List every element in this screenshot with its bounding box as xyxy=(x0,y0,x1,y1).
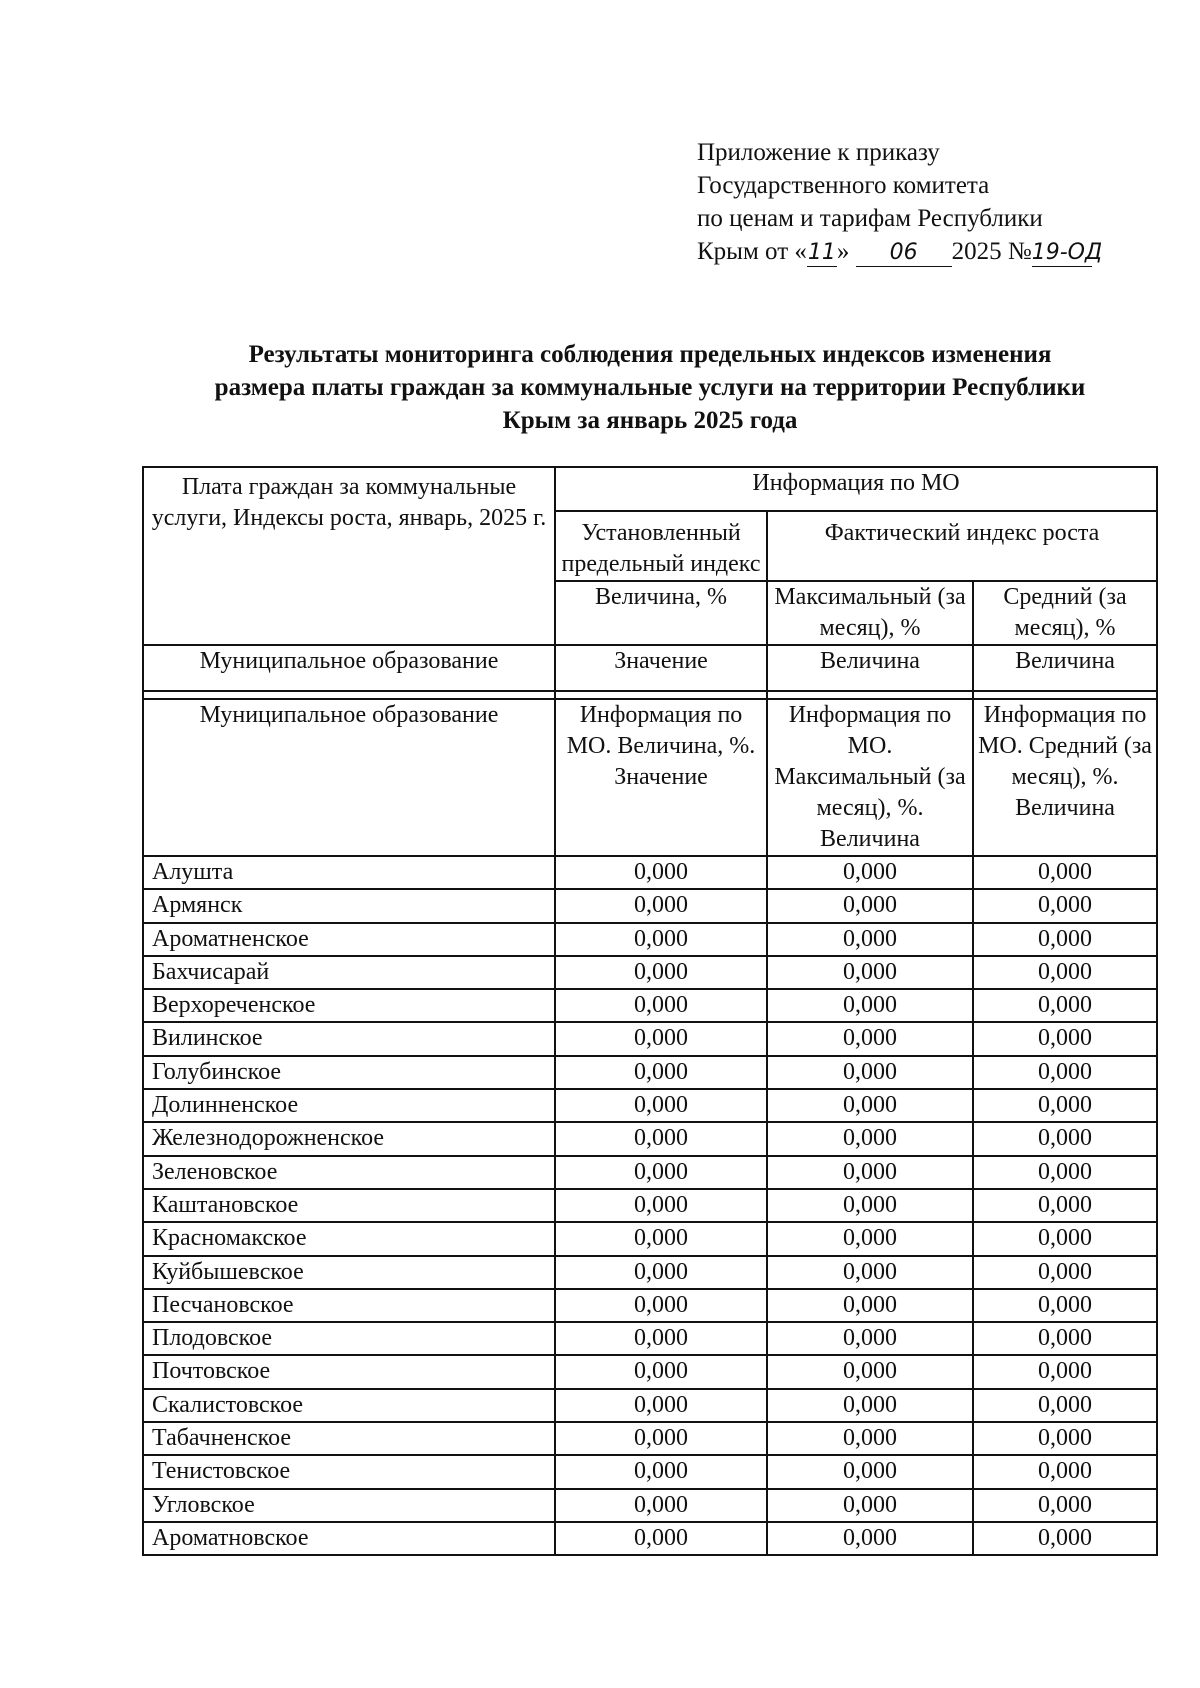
established-index-value: 0,000 xyxy=(555,1455,767,1488)
established-index-value: 0,000 xyxy=(555,856,767,889)
max-index-value: 0,000 xyxy=(767,1455,973,1488)
max-index-value: 0,000 xyxy=(767,989,973,1022)
table-row xyxy=(143,1022,1157,1055)
header-value-pct: Величина, % xyxy=(555,581,767,645)
title-line-3: Крым за январь 2025 года xyxy=(502,407,798,434)
avg-index-value: 0,000 xyxy=(973,1122,1157,1155)
table-row xyxy=(143,1089,1157,1122)
avg-index-value: 0,000 xyxy=(973,1022,1157,1055)
established-index-value: 0,000 xyxy=(555,956,767,989)
max-index-value: 0,000 xyxy=(767,1089,973,1122)
header-info-mo: Информация по МО xyxy=(555,467,1157,511)
header-row-1 xyxy=(143,467,1157,511)
avg-index-value: 0,000 xyxy=(973,1422,1157,1455)
monitoring-table xyxy=(142,466,1158,1556)
header-actual: Фактический индекс роста xyxy=(767,511,1157,581)
table-row xyxy=(143,956,1157,989)
avg-index-value: 0,000 xyxy=(973,1455,1157,1488)
established-index-value: 0,000 xyxy=(555,1389,767,1422)
avg-index-value: 0,000 xyxy=(973,956,1157,989)
header-row-4 xyxy=(143,645,1157,691)
header-main-left: Плата граждан за коммунальные услуги, Индексы роста, январь, 2025 г. xyxy=(143,467,555,645)
max-index-value: 0,000 xyxy=(767,1122,973,1155)
avg-index-value: 0,000 xyxy=(973,989,1157,1022)
established-index-value: 0,000 xyxy=(555,1222,767,1255)
header-velichina-1: Величина xyxy=(767,645,973,691)
established-index-value: 0,000 xyxy=(555,1489,767,1522)
established-index-value: 0,000 xyxy=(555,1322,767,1355)
municipality-name: Плодовское xyxy=(143,1322,555,1355)
avg-index-value: 0,000 xyxy=(973,1056,1157,1089)
avg-index-value: 0,000 xyxy=(973,1489,1157,1522)
established-index-value: 0,000 xyxy=(555,1156,767,1189)
municipality-name: Долинненское xyxy=(143,1089,555,1122)
table-row xyxy=(143,1322,1157,1355)
max-index-value: 0,000 xyxy=(767,1489,973,1522)
appendix-line-2: Государственного комитета xyxy=(697,172,990,199)
established-index-value: 0,000 xyxy=(555,989,767,1022)
header-velichina-2: Величина xyxy=(973,645,1157,691)
header-col4-full: Информация по МО. Средний (за месяц), %. Величина xyxy=(973,699,1157,856)
table-row xyxy=(143,1256,1157,1289)
table-row xyxy=(143,1422,1157,1455)
municipality-name: Ароматненское xyxy=(143,923,555,956)
avg-index-value: 0,000 xyxy=(973,923,1157,956)
municipality-name: Верхореченское xyxy=(143,989,555,1022)
table-row xyxy=(143,923,1157,956)
established-index-value: 0,000 xyxy=(555,1089,767,1122)
table-body xyxy=(143,467,1157,1555)
table-row xyxy=(143,1189,1157,1222)
header-gap xyxy=(143,691,1157,699)
established-index-value: 0,000 xyxy=(555,889,767,922)
municipality-name: Железнодорожненское xyxy=(143,1122,555,1155)
table-row xyxy=(143,1389,1157,1422)
table-row xyxy=(143,1489,1157,1522)
municipality-name: Армянск xyxy=(143,889,555,922)
avg-index-value: 0,000 xyxy=(973,1289,1157,1322)
max-index-value: 0,000 xyxy=(767,923,973,956)
title-line-2: размера платы граждан за коммунальные услуги на территории Республики xyxy=(214,374,1086,401)
gap-cell xyxy=(143,691,555,699)
header-col3-full: Информация по МО. Максимальный (за месяц), %. Величина xyxy=(767,699,973,856)
avg-index-value: 0,000 xyxy=(973,856,1157,889)
header-max-month: Максимальный (за месяц), % xyxy=(767,581,973,645)
established-index-value: 0,000 xyxy=(555,1289,767,1322)
order-year: 2025 № xyxy=(951,238,1032,265)
header-mo-label: Муниципальное образование xyxy=(143,645,555,691)
municipality-name: Тенистовское xyxy=(143,1455,555,1488)
table-row xyxy=(143,1522,1157,1555)
max-index-value: 0,000 xyxy=(767,956,973,989)
municipality-name: Каштановское xyxy=(143,1189,555,1222)
max-index-value: 0,000 xyxy=(767,1355,973,1388)
established-index-value: 0,000 xyxy=(555,1022,767,1055)
avg-index-value: 0,000 xyxy=(973,1355,1157,1388)
table-row xyxy=(143,989,1157,1022)
avg-index-value: 0,000 xyxy=(973,1189,1157,1222)
avg-index-value: 0,000 xyxy=(973,1222,1157,1255)
municipality-name: Бахчисарай xyxy=(143,956,555,989)
title-line-1: Результаты мониторинга соблюдения предельных индексов изменения xyxy=(248,341,1052,368)
order-month: 06 xyxy=(856,240,952,267)
gap-cell xyxy=(555,691,767,699)
max-index-value: 0,000 xyxy=(767,1422,973,1455)
avg-index-value: 0,000 xyxy=(973,1322,1157,1355)
max-index-value: 0,000 xyxy=(767,1056,973,1089)
table-row xyxy=(143,1156,1157,1189)
order-date-prefix: Крым от « xyxy=(697,238,807,265)
appendix-block xyxy=(697,136,1103,268)
order-day: 11 xyxy=(807,240,836,265)
order-number: 19-ОД xyxy=(1031,240,1103,265)
max-index-value: 0,000 xyxy=(767,889,973,922)
gap-cell xyxy=(973,691,1157,699)
municipality-name: Ароматновское xyxy=(143,1522,555,1555)
municipality-name: Зеленовское xyxy=(143,1156,555,1189)
municipality-name: Куйбышевское xyxy=(143,1256,555,1289)
header-znachenie: Значение xyxy=(555,645,767,691)
avg-index-value: 0,000 xyxy=(973,1089,1157,1122)
established-index-value: 0,000 xyxy=(555,1422,767,1455)
established-index-value: 0,000 xyxy=(555,1122,767,1155)
table-row xyxy=(143,1222,1157,1255)
established-index-value: 0,000 xyxy=(555,1522,767,1555)
gap-cell xyxy=(767,691,973,699)
municipality-name: Вилинское xyxy=(143,1022,555,1055)
municipality-name: Алушта xyxy=(143,856,555,889)
max-index-value: 0,000 xyxy=(767,1322,973,1355)
municipality-name: Голубинское xyxy=(143,1056,555,1089)
established-index-value: 0,000 xyxy=(555,1056,767,1089)
table-row xyxy=(143,856,1157,889)
max-index-value: 0,000 xyxy=(767,1256,973,1289)
avg-index-value: 0,000 xyxy=(973,1156,1157,1189)
established-index-value: 0,000 xyxy=(555,1189,767,1222)
established-index-value: 0,000 xyxy=(555,923,767,956)
header-established: Установленный предельный индекс xyxy=(555,511,767,581)
table-row xyxy=(143,889,1157,922)
avg-index-value: 0,000 xyxy=(973,1389,1157,1422)
table-row xyxy=(143,1122,1157,1155)
table-row xyxy=(143,1056,1157,1089)
max-index-value: 0,000 xyxy=(767,1522,973,1555)
avg-index-value: 0,000 xyxy=(973,1522,1157,1555)
table-row xyxy=(143,1355,1157,1388)
max-index-value: 0,000 xyxy=(767,1156,973,1189)
max-index-value: 0,000 xyxy=(767,1389,973,1422)
municipality-name: Почтовское xyxy=(143,1355,555,1388)
established-index-value: 0,000 xyxy=(555,1355,767,1388)
quote-close: » xyxy=(836,238,850,265)
table-row xyxy=(143,1455,1157,1488)
table-row xyxy=(143,1289,1157,1322)
document-title xyxy=(100,338,1200,437)
max-index-value: 0,000 xyxy=(767,1189,973,1222)
appendix-line-1: Приложение к приказу xyxy=(697,139,940,166)
appendix-line-4 xyxy=(697,235,1103,268)
municipality-name: Угловское xyxy=(143,1489,555,1522)
max-index-value: 0,000 xyxy=(767,1222,973,1255)
max-index-value: 0,000 xyxy=(767,856,973,889)
established-index-value: 0,000 xyxy=(555,1256,767,1289)
header-mo-label-2: Муниципальное образование xyxy=(143,699,555,856)
header-row-5 xyxy=(143,699,1157,856)
max-index-value: 0,000 xyxy=(767,1289,973,1322)
municipality-name: Табачненское xyxy=(143,1422,555,1455)
max-index-value: 0,000 xyxy=(767,1022,973,1055)
header-col2-full: Информация по МО. Величина, %. Значение xyxy=(555,699,767,856)
appendix-line-3: по ценам и тарифам Республики xyxy=(697,205,1043,232)
header-avg-month: Средний (за месяц), % xyxy=(973,581,1157,645)
municipality-name: Красномакское xyxy=(143,1222,555,1255)
avg-index-value: 0,000 xyxy=(973,889,1157,922)
municipality-name: Скалистовское xyxy=(143,1389,555,1422)
municipality-name: Песчановское xyxy=(143,1289,555,1322)
avg-index-value: 0,000 xyxy=(973,1256,1157,1289)
